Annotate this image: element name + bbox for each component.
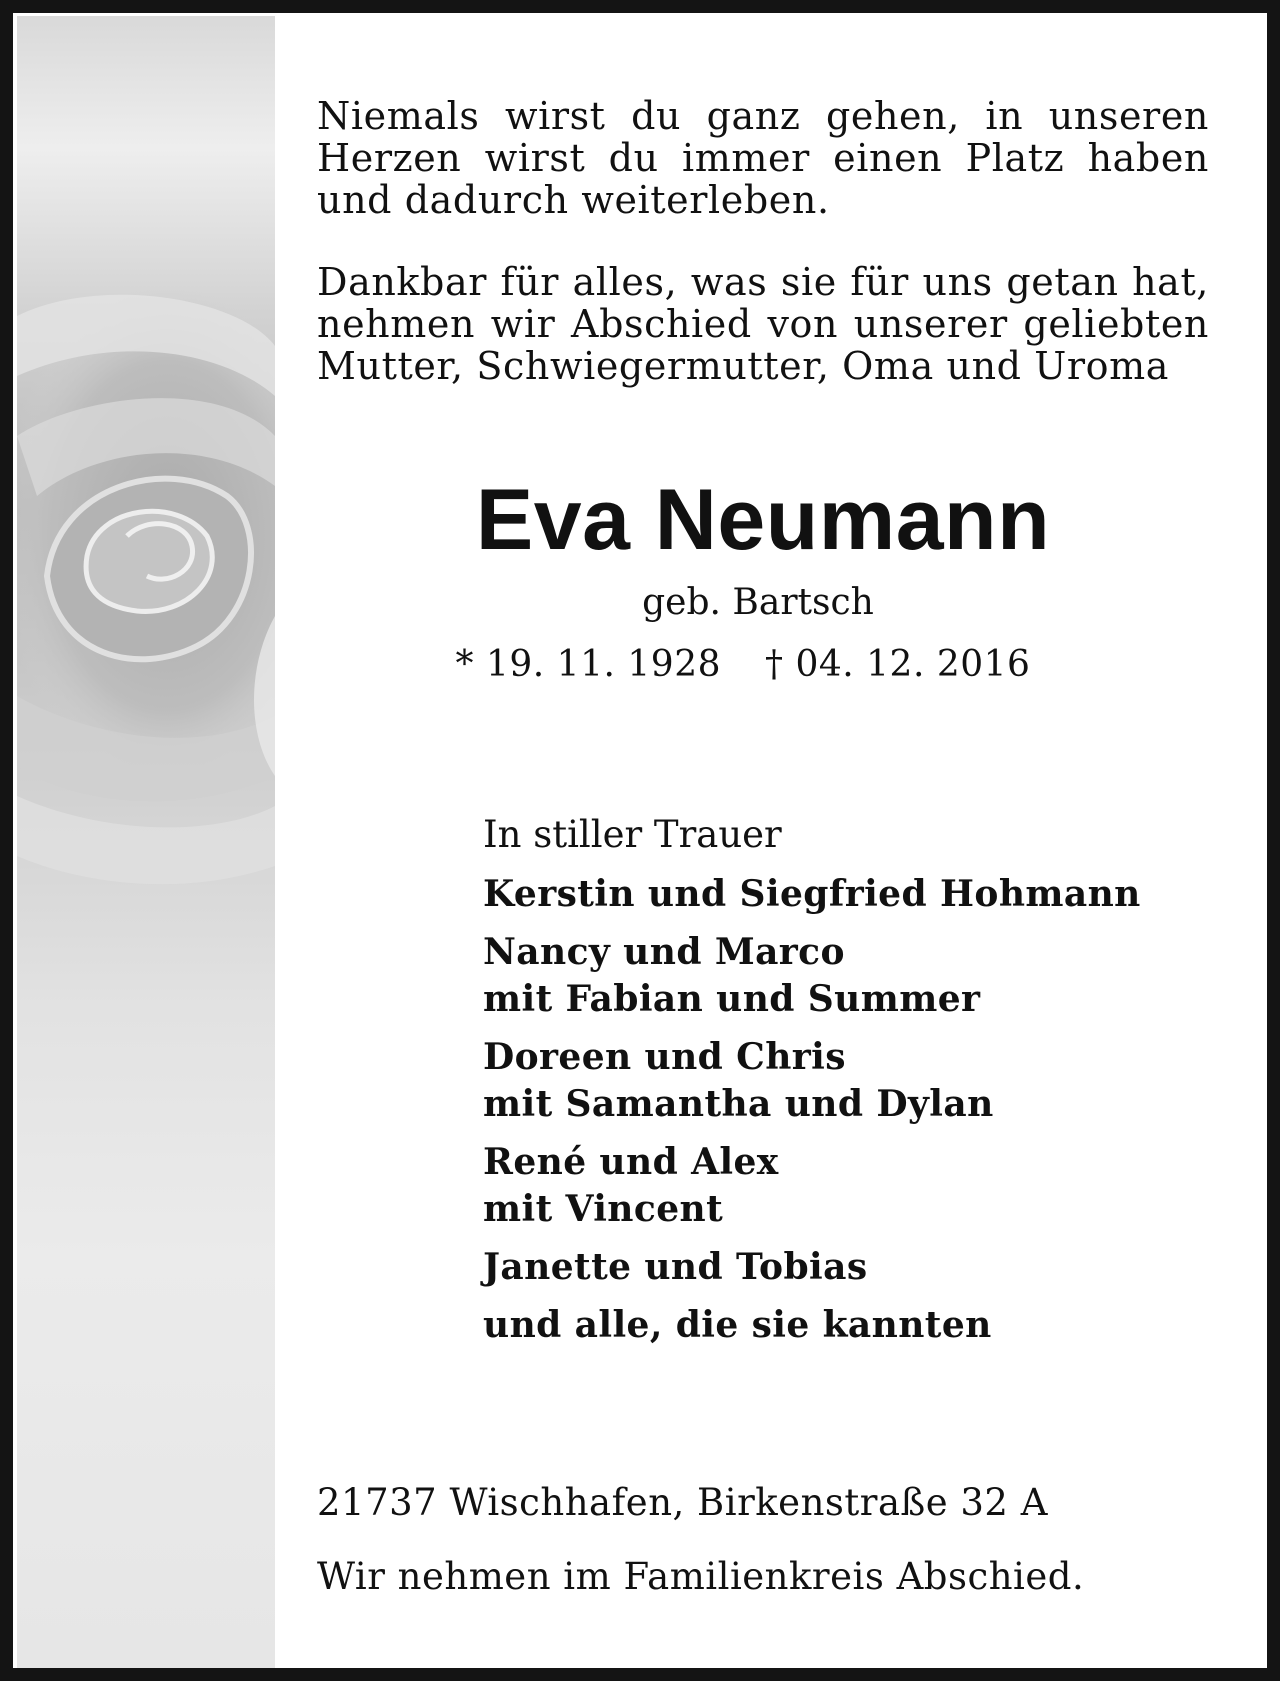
mourner-line: René und Alex [483,1141,779,1183]
mourner-group [483,1244,1183,1291]
poem-line: Herzen wirst du immer einen Platz haben [317,136,1209,180]
dedication [317,261,1209,387]
death-date: † 04. 12. 2016 [765,644,1031,685]
dedication-line: nehmen wir Abschied von unserer geliebten [317,302,1209,346]
farewell-note: Wir nehmen im Familienkreis Abschied. [317,1555,1085,1598]
mourner-line: mit Fabian und Summer [483,978,981,1020]
maiden-name: geb. Bartsch [642,582,874,623]
poem-line: und dadurch weiterleben. [317,178,830,222]
mourner-group [483,1302,1183,1349]
mourner-line: Janette und Tobias [483,1246,868,1288]
mourner-group [483,1139,1183,1233]
dedication-line: Mutter, Schwiegermutter, Oma und Uroma [317,344,1170,388]
poem [317,95,1209,221]
mourners-list [483,813,1183,1360]
life-dates [317,643,1209,687]
mourner-line: und alle, die sie kannten [483,1304,992,1346]
rose-image [17,16,275,1668]
mourner-line: mit Samantha und Dylan [483,1083,994,1125]
mourner-group [483,871,1183,918]
mourners-intro: In stiller Trauer [483,813,782,856]
mourner-group [483,929,1183,1023]
deceased-name: Eva Neumann [475,472,1051,568]
mourner-line: mit Vincent [483,1188,724,1230]
mourner-line: Nancy und Marco [483,931,845,973]
dedication-line: Dankbar für alles, was sie für uns getan hat, [317,260,1209,304]
mourner-line: Doreen und Chris [483,1036,846,1078]
birth-date: * 19. 11. 1928 [455,644,721,685]
mourner-line: Kerstin und Siegfried Hohmann [483,873,1141,915]
poem-line: Niemals wirst du ganz gehen, in unseren [317,94,1209,138]
mourner-group [483,1034,1183,1128]
address: 21737 Wischhafen, Birkenstraße 32 A [317,1481,1048,1524]
